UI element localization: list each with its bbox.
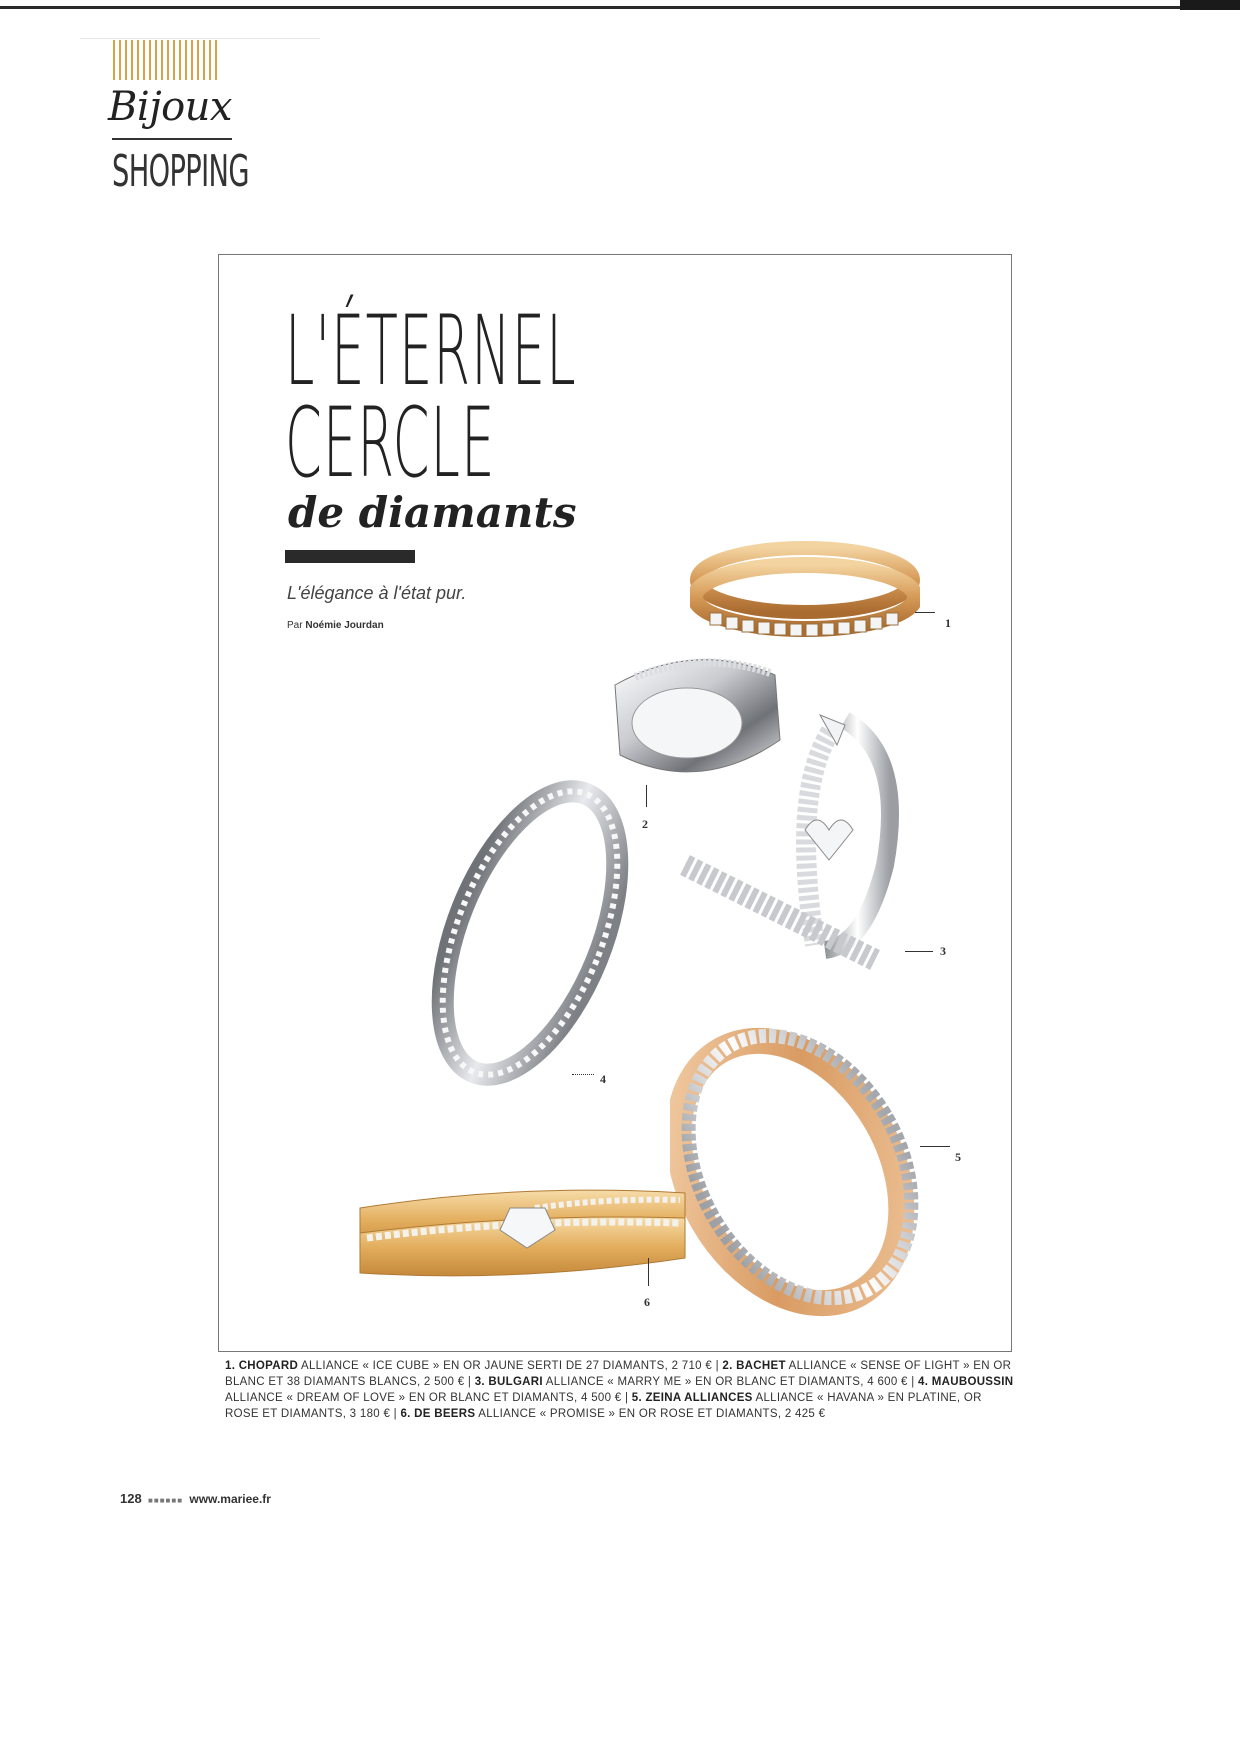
ring-1-image <box>690 535 920 645</box>
caption-item-1: 1. CHOPARD ALLIANCE « ICE CUBE » EN OR JAUNE SERTI DE 27 DIAMANTS, 2 710 € <box>225 1360 713 1372</box>
section-faint-rule <box>80 38 320 39</box>
section-label-caps: SHOPPING <box>112 146 249 197</box>
headline-script: de diamants <box>288 488 577 537</box>
section-stripes-decoration <box>113 40 223 80</box>
caption-brand: BACHET <box>736 1360 786 1372</box>
section-rule <box>112 138 232 140</box>
ring-5-callout-line <box>920 1146 950 1147</box>
subtitle: L'élégance à l'état pur. <box>287 583 467 603</box>
ring-3-image <box>675 705 925 980</box>
ring-2-number: 2 <box>642 817 648 831</box>
caption-item-6: 6. DE BEERS ALLIANCE « PROMISE » EN OR ROSE ET DIAMANTS, 2 425 € <box>400 1408 826 1420</box>
caption-brand: CHOPARD <box>238 1360 299 1372</box>
caption-item-4: 4. MAUBOUSSIN ALLIANCE « DREAM OF LOVE » EN OR BLANC ET DIAMANTS, 4 500 € <box>225 1376 1014 1404</box>
ring-3-number: 3 <box>940 944 946 958</box>
ring-5-number: 5 <box>955 1150 961 1164</box>
ring-6-number: 6 <box>644 1295 650 1309</box>
caption-item-3: 3. BULGARI ALLIANCE « MARRY ME » EN OR BLANC ET DIAMANTS, 4 600 € <box>474 1376 908 1388</box>
caption-item-2: 2. BACHET ALLIANCE « SENSE OF LIGHT » EN OR BLANC ET 38 DIAMANTS BLANCS, 2 500 € <box>225 1360 1012 1388</box>
page-number: 128 <box>120 1491 142 1506</box>
ring-4-number: 4 <box>600 1072 606 1086</box>
page-footer <box>120 1491 271 1506</box>
ring-1-callout-line <box>915 612 935 613</box>
top-rule-end <box>1180 0 1240 10</box>
top-rule <box>0 6 1240 9</box>
ring-4-image <box>415 775 645 1090</box>
ring-5-image <box>670 1012 925 1317</box>
caption-brand: MAUBOUSSIN <box>931 1376 1014 1388</box>
section-label-script: Bijoux <box>108 84 232 130</box>
ring-6-callout-line <box>648 1258 649 1286</box>
headline <box>285 295 577 499</box>
footer-dots-decoration: ■■■■■■ <box>148 1496 184 1505</box>
footer-site-link[interactable]: www.mariee.fr <box>189 1492 271 1506</box>
headline-line-1: L'ÉTERNEL <box>285 295 577 407</box>
ring-1-number: 1 <box>945 616 951 630</box>
headline-bar <box>285 550 415 563</box>
product-caption: 1. CHOPARD ALLIANCE « ICE CUBE » EN OR JAUNE SERTI DE 27 DIAMANTS, 2 710 € | 2. BACHET ALLIANCE « SENSE OF LIGHT » EN OR BLANC ET 38 DIAMANTS BLANCS, 2 500 € | 3. BULGARI ALLIANCE « MARRY ME » EN OR BLANC ET DIAMANTS, 4 600 € | 4. MAUBOUSSIN ALLIANCE « DREAM OF LOVE » EN OR BLANC ET DIAMANTS, 4 500 € | 5. ZEINA ALLIANCES ALLIANCE « HAVANA » EN PLATINE, OR ROSE ET DIAMANTS, 3 180 € | 6. DE BEERS ALLIANCE « PROMISE » EN OR ROSE ET DIAMANTS, 2 425 € <box>225 1360 1014 1420</box>
headline-line-2: CERCLE <box>285 387 496 499</box>
ring-6-image <box>355 1178 690 1288</box>
caption-brand: BULGARI <box>488 1376 543 1388</box>
byline-author: Noémie Jourdan <box>305 620 384 631</box>
ring-2-callout-line <box>646 785 647 807</box>
ring-3-callout-line <box>905 951 933 952</box>
byline <box>287 620 384 631</box>
byline-prefix: Par <box>287 620 303 631</box>
caption-brand: DE BEERS <box>414 1408 476 1420</box>
caption-item-5: 5. ZEINA ALLIANCES ALLIANCE « HAVANA » EN PLATINE, OR ROSE ET DIAMANTS, 3 180 € <box>225 1392 982 1420</box>
top-border <box>0 0 1240 10</box>
ring-4-callout-line <box>572 1074 594 1076</box>
caption-brand: ZEINA ALLIANCES <box>645 1392 753 1404</box>
